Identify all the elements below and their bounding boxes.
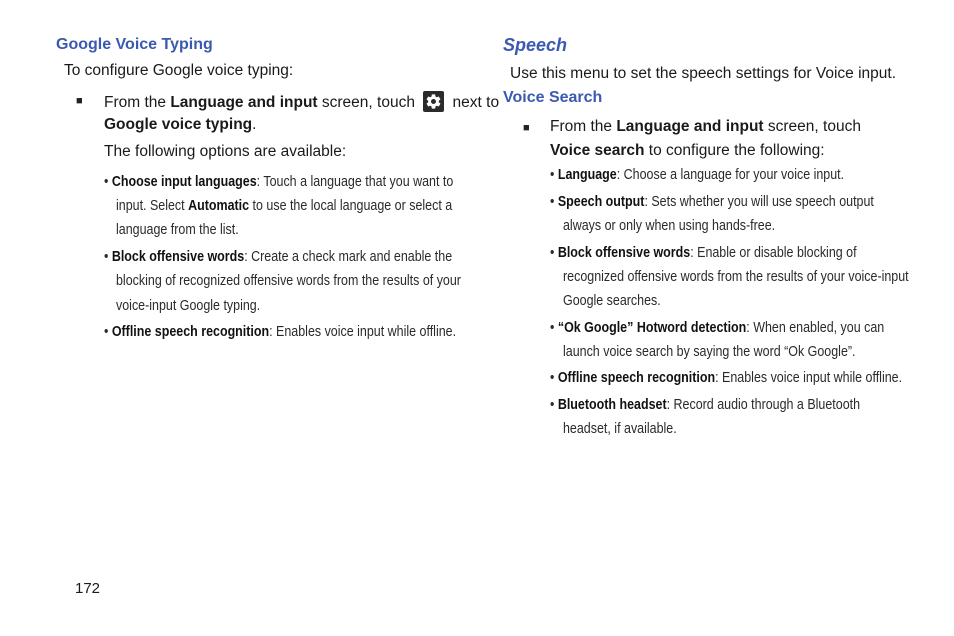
step-text: From the [104, 94, 171, 111]
bullet: • [104, 174, 109, 190]
list-item-bluetooth-headset [550, 397, 860, 413]
item-text: : Enables voice input while offline. [715, 370, 903, 386]
step-bold-language-and-input: Language and input [616, 118, 764, 135]
bullet: • [104, 249, 109, 265]
item-text: to use the local language or select a [249, 198, 453, 214]
bullet: • [550, 245, 555, 261]
step-text: next to [448, 94, 500, 111]
item-text: : When enabled, you can [746, 320, 885, 336]
page-number: 172 [75, 580, 101, 597]
section-heading-speech: Speech [503, 35, 568, 55]
item-term: Speech output [557, 194, 645, 210]
step-bold-voice-search: Voice search [550, 142, 645, 159]
item-term: Bluetooth headset [557, 397, 667, 413]
list-item-block-offensive-words [104, 249, 452, 265]
list-item-line: headset, if available. [563, 421, 677, 437]
item-term: Block offensive words [557, 245, 691, 261]
right-step-line1 [550, 118, 861, 136]
step-bold-language-and-input: Language and input [170, 94, 318, 111]
list-item-speech-output [550, 194, 874, 210]
list-item-offline-speech-recognition [550, 370, 902, 386]
left-step-line1 [104, 91, 499, 112]
item-text: : Create a check mark and enable the [244, 249, 453, 265]
gear-icon [423, 91, 444, 112]
step-text: screen, touch [763, 118, 861, 135]
list-item-block-offensive-words [550, 245, 857, 261]
bullet: • [104, 324, 109, 340]
section-heading-google-voice-typing: Google Voice Typing [56, 36, 213, 53]
item-term: Language [557, 167, 617, 183]
right-step-line2 [550, 142, 825, 160]
left-step-line2 [104, 116, 256, 134]
item-term: Offline speech recognition [111, 324, 270, 340]
item-text: input. Select [116, 198, 189, 214]
item-text: : Choose a language for your voice input. [616, 167, 845, 183]
item-text: : Enable or disable blocking of [690, 245, 857, 261]
list-item-offline-speech-recognition [104, 324, 456, 340]
list-item-line: Google searches. [563, 293, 661, 309]
subheading-voice-search: Voice Search [503, 89, 603, 106]
list-item-ok-google-hotword [550, 320, 884, 336]
list-item-line: voice-input Google typing. [116, 298, 261, 314]
step-bold-google-voice-typing: Google voice typing [104, 116, 253, 133]
item-term: “Ok Google” Hotword detection [557, 320, 747, 336]
item-term: Block offensive words [111, 249, 245, 265]
item-text: : Enables voice input while offline. [269, 324, 457, 340]
item-bold-automatic: Automatic [188, 198, 250, 214]
list-item-line: blocking of recognized offensive words from the results of your [116, 273, 461, 289]
step-text: screen, touch [317, 94, 420, 111]
step-text: to configure the following: [644, 142, 825, 159]
step-text: From the [550, 118, 617, 135]
item-text: : Sets whether you will use speech output [644, 194, 874, 210]
list-item-line: recognized offensive words from the results of your voice-input [563, 269, 909, 285]
list-item-choose-input-languages [104, 174, 453, 190]
item-text: : Touch a language that you want to [256, 174, 454, 190]
list-item-line: language from the list. [116, 222, 239, 238]
item-term: Offline speech recognition [557, 370, 716, 386]
square-bullet: ■ [523, 122, 530, 134]
list-item-line [116, 198, 452, 214]
item-term: Choose input languages [111, 174, 257, 190]
list-item-line: launch voice search by saying the word “Ok Google”. [563, 344, 856, 360]
bullet: • [550, 370, 555, 386]
item-text: : Record audio through a Bluetooth [666, 397, 861, 413]
bullet: • [550, 167, 555, 183]
bullet: • [550, 194, 555, 210]
list-item-language [550, 167, 844, 183]
options-intro: The following options are available: [104, 143, 347, 160]
bullet: • [550, 320, 555, 336]
left-intro: To configure Google voice typing: [64, 62, 294, 79]
bullet: • [550, 397, 555, 413]
list-item-line: always or only when using hands-free. [563, 218, 776, 234]
right-intro: Use this menu to set the speech settings for Voice input. [510, 65, 896, 82]
step-text: . [252, 116, 257, 133]
square-bullet: ■ [76, 95, 83, 107]
